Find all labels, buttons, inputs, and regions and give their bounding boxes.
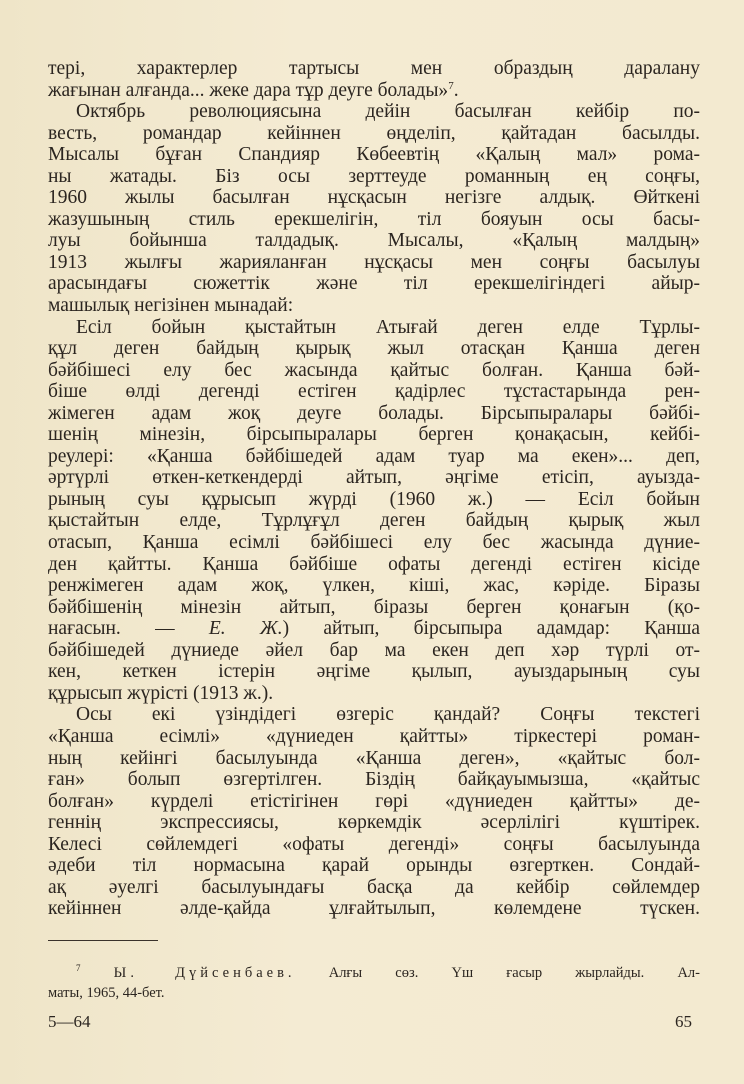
line-text: болған» күрделі етістігінен гөрі «дүниеден қайтты» де- [48, 790, 700, 812]
text-line [48, 532, 700, 554]
text-line [48, 360, 700, 382]
text-line [48, 489, 700, 511]
footnote-reference: 7 [448, 79, 454, 92]
line-text: реулері: «Қанша бәйбішедей адам туар ма екен»... деп, [48, 445, 700, 467]
footnote-author: Ы. Дүйсенбаев. [113, 964, 296, 981]
text-line [48, 683, 700, 705]
line-text: кен, кеткен істерін әңгіме қылып, ауыздарының суы [48, 661, 700, 683]
line-text: 1960 жылы басылған нұсқасын негізге алдық. Өйткені [48, 187, 700, 209]
text-line [48, 187, 700, 209]
text-line [48, 554, 700, 576]
text-line [48, 381, 700, 403]
text-line [48, 230, 700, 252]
text-line [48, 403, 700, 425]
text-line [48, 812, 700, 834]
text-line [48, 748, 700, 770]
line-text: жағынан алғанда... жеке дара тұр деуге болады» [48, 79, 449, 101]
text-line [48, 467, 700, 489]
footnote [48, 958, 700, 1003]
text-line [48, 704, 700, 726]
line-text: құрысып жүрісті (1913 ж.). [48, 682, 274, 704]
text-line [48, 317, 700, 339]
text-line [48, 834, 700, 856]
text-line [48, 273, 700, 295]
text-line [48, 618, 700, 640]
printer-signature: 5—64 [48, 1012, 91, 1031]
line-text: ден қайтты. Қанша бәйбіше офаты дегенді естіген кісіде [48, 553, 700, 575]
line-text: ренжімеген адам жоқ, үлкен, кіші, жас, кәріде. Біразы [48, 575, 700, 597]
line-text: бәйбішесі елу бес жасында қайтыс болған. Қанша бәй- [48, 359, 700, 381]
italic-initials: Е. Ж. [208, 618, 283, 640]
line-text: геннің экспрессиясы, көркемдік әсерлілігі күштірек. [48, 812, 700, 834]
line-text: . [453, 79, 459, 101]
text-line [48, 877, 700, 899]
line-text: ақ әуелгі басылуындағы басқа да кейбір сөйлемдер [48, 876, 700, 898]
line-text: тері, характерлер тартысы мен образдың даралану [48, 58, 700, 79]
text-line [48, 510, 700, 532]
text-line [48, 791, 700, 813]
line-text: Мысалы бұған Спандияр Көбеевтің «Қалың мал» рома- [48, 144, 700, 166]
line-text: 1913 жылғы жарияланған нұсқасы мен соңғы басылуы [48, 251, 700, 273]
text-line [48, 446, 700, 468]
line-text: әртүрлі өткен-кеткендерді айтып, әңгіме етісіп, ауызда- [48, 467, 700, 489]
line-text: біше өлді дегенді естіген қадірлес тұстастарында рен- [48, 381, 700, 403]
text-line [48, 295, 700, 317]
text-line [48, 597, 700, 619]
line-text: Келесі сөйлемдегі «офаты дегенді» соңғы басылуында [48, 833, 700, 855]
footnote-text: Алғы сөз. Үш ғасыр жырлайды. Ал- [328, 964, 700, 981]
line-text: Осы екі үзіндідегі өзгеріс қандай? Соңғы текстегі [76, 704, 700, 726]
line-text: ) айтып, бірсыпыра адамдар: Қанша [282, 618, 701, 640]
text-line [48, 166, 700, 188]
text-line [48, 855, 700, 877]
text-line [48, 209, 700, 231]
line-text: машылық негізінен мынадай: [48, 295, 294, 317]
line-text: ны жатады. Біз осы зерттеуде романның ең соңғы, [48, 165, 700, 187]
footnote-divider [48, 940, 158, 941]
line-text: әдеби тіл нормасына қарай орынды өзгерткен. Сондай- [48, 855, 700, 877]
text-line [48, 640, 700, 662]
text-line [48, 898, 700, 920]
line-text: Октябрь революциясына дейін басылған кейбір по- [76, 101, 700, 123]
text-line [48, 769, 700, 791]
text-line [48, 424, 700, 446]
text-line [48, 144, 700, 166]
text-line [48, 252, 700, 274]
line-text: нағасын. — [48, 618, 209, 640]
page-number: 65 [675, 1012, 692, 1031]
text-line [48, 101, 700, 123]
line-text: жазушының стиль ерекшелігін, тіл бояуын осы басы- [48, 208, 700, 230]
text-line [48, 123, 700, 145]
body-text [48, 58, 700, 920]
line-text: арасындағы сюжеттік және тіл ерекшелігіндегі айыр- [48, 273, 700, 295]
text-line [48, 661, 700, 683]
footnote-marker: 7 [76, 963, 81, 973]
text-line [48, 58, 700, 80]
line-text: весть, романдар кейіннен өңделіп, қайтадан басылды. [48, 122, 700, 144]
text-line [48, 80, 700, 102]
line-text: ған» болып өзгертілген. Біздің байқауымызша, «қайтыс [48, 769, 700, 791]
footnote-line: маты, 1965, 44-бет. [48, 984, 165, 1001]
line-text: Есіл бойын қыстайтын Атығай деген елде Тұрлы- [76, 316, 700, 338]
line-text: рының суы құрысып жүрді (1960 ж.) — Есіл бойын [48, 488, 700, 510]
line-text: құл деген байдың қырық жыл отасқан Қанша деген [48, 338, 700, 360]
text-line [48, 726, 700, 748]
line-text: бәйбішенің мінезін айтып, біразы берген қонағын (қо- [48, 596, 700, 618]
line-text: луы бойынша талдадық. Мысалы, «Қалың малдың» [48, 230, 700, 252]
line-text: қыстайтын елде, Тұрлұғұл деген байдың қырық жыл [48, 510, 700, 532]
line-text: «Қанша есімлі» «дүниеден қайтты» тіркестері роман- [48, 725, 700, 747]
text-line [48, 338, 700, 360]
line-text: отасып, Қанша есімлі бәйбішесі елу бес жасында дүние- [48, 532, 700, 554]
line-text: шенің мінезін, бірсыпыралары берген қонақасын, кейбі- [48, 424, 700, 446]
footnote-line [48, 958, 700, 983]
line-text: ның кейінгі басылуында «Қанша деген», «қайтыс бол- [48, 747, 700, 769]
line-text: жімеген адам жоқ деуге болады. Бірсыпыралары бәйбі- [48, 402, 700, 424]
text-line [48, 575, 700, 597]
line-text: кейіннен әлде-қайда ұлғайтылып, көлемдене түскен. [48, 898, 700, 920]
line-text: бәйбішедей дүниеде әйел бар ма екен деп хәр түрлі от- [48, 639, 700, 661]
